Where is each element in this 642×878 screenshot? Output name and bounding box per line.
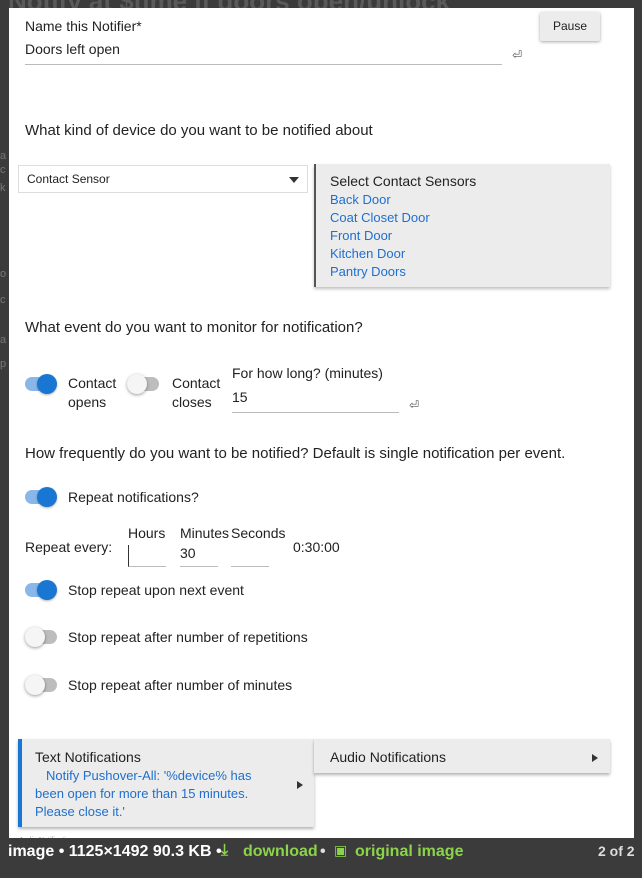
image-info: image • 1125×1492 90.3 KB • <box>8 843 222 860</box>
background-side-text: a <box>0 150 7 162</box>
repeat-notifications-toggle[interactable] <box>25 490 55 504</box>
chevron-down-icon <box>289 177 299 183</box>
pager-count: 2 of 2 <box>598 843 635 859</box>
toggle-knob <box>37 580 57 600</box>
repeat-notifications-label: Repeat notifications? <box>68 489 199 505</box>
seconds-input[interactable] <box>231 545 269 567</box>
background-side-text: c <box>0 164 6 176</box>
sensor-item[interactable]: Front Door <box>330 228 393 243</box>
toggle-knob <box>127 374 147 394</box>
image-icon: ▣ <box>334 842 348 858</box>
toggle-knob <box>37 487 57 507</box>
name-input[interactable]: Doors left open <box>25 41 502 65</box>
text-notifications-title: Text Notifications <box>35 749 141 765</box>
repeat-total-value: 0:30:00 <box>293 539 340 555</box>
contact-closes-toggle[interactable] <box>129 377 159 391</box>
notifier-dialog <box>9 8 634 838</box>
seconds-label: Seconds <box>231 525 286 541</box>
frequency-question: How frequently do you want to be notified? Default is single notification per event. <box>25 445 566 462</box>
device-type-select[interactable] <box>18 165 308 193</box>
sensor-item[interactable]: Coat Closet Door <box>330 210 430 225</box>
stop-repetitions-label: Stop repeat after number of repetitions <box>68 629 308 645</box>
minutes-input[interactable]: 30 <box>180 545 218 567</box>
sensor-selector-title: Select Contact Sensors <box>330 173 477 189</box>
hours-input[interactable] <box>128 545 166 567</box>
contact-closes-label-line1: Contact <box>172 375 221 391</box>
sensor-item[interactable]: Back Door <box>330 192 391 207</box>
text-notifications-detail: Notify Pushover-All: '%device% has been open for more than 15 minutes. Please close it.' <box>35 768 252 819</box>
download-link[interactable]: download <box>243 843 318 860</box>
image-viewer-footer <box>0 838 642 878</box>
background-side-text: a <box>0 334 7 346</box>
device-question: What kind of device do you want to be notified about <box>25 122 373 139</box>
stop-minutes-label: Stop repeat after number of minutes <box>68 677 293 693</box>
contact-opens-label-line1: Contact <box>68 375 117 391</box>
repeat-every-label: Repeat every: <box>25 539 113 555</box>
enter-icon: ⏎ <box>512 48 523 62</box>
hours-label: Hours <box>128 525 166 541</box>
name-label: Name this Notifier* <box>25 18 142 34</box>
download-icon: ⤓ <box>221 842 229 859</box>
sensor-selector[interactable] <box>314 164 610 287</box>
text-notifications-panel[interactable] <box>18 739 314 827</box>
audio-notifications-title: Audio Notifications <box>330 749 446 765</box>
device-type-value: Contact Sensor <box>27 172 110 186</box>
stop-next-event-toggle[interactable] <box>25 583 55 597</box>
background-side-text: k <box>0 182 6 194</box>
original-image-link[interactable]: original image <box>355 843 464 860</box>
background-side-text: c <box>0 294 6 306</box>
sensor-item[interactable]: Kitchen Door <box>330 246 406 261</box>
contact-closes-label-line2: closes <box>172 394 212 410</box>
contact-opens-toggle[interactable] <box>25 377 55 391</box>
event-question: What event do you want to monitor for notification? <box>25 319 363 336</box>
stop-next-event-label: Stop repeat upon next event <box>68 582 244 598</box>
pause-button[interactable]: Pause <box>540 12 600 41</box>
audio-notifications-panel[interactable] <box>314 739 610 773</box>
stop-repetitions-toggle[interactable] <box>27 630 57 644</box>
minutes-label: Minutes <box>180 525 230 541</box>
sensor-item[interactable]: Pantry Doors <box>330 264 406 279</box>
duration-label: For how long? (minutes) <box>232 365 383 381</box>
enter-icon: ⏎ <box>409 398 420 412</box>
toggle-knob <box>37 374 57 394</box>
contact-opens-label-line2: opens <box>68 394 107 410</box>
background-side-text: o <box>0 268 7 280</box>
background-side-text: p <box>0 358 7 370</box>
footer-separator: • <box>320 843 326 860</box>
toggle-knob <box>25 675 45 695</box>
duration-input[interactable]: 15 <box>232 389 399 413</box>
chevron-right-icon <box>297 781 303 789</box>
chevron-right-icon <box>592 754 598 762</box>
stop-minutes-toggle[interactable] <box>27 678 57 692</box>
toggle-knob <box>25 627 45 647</box>
